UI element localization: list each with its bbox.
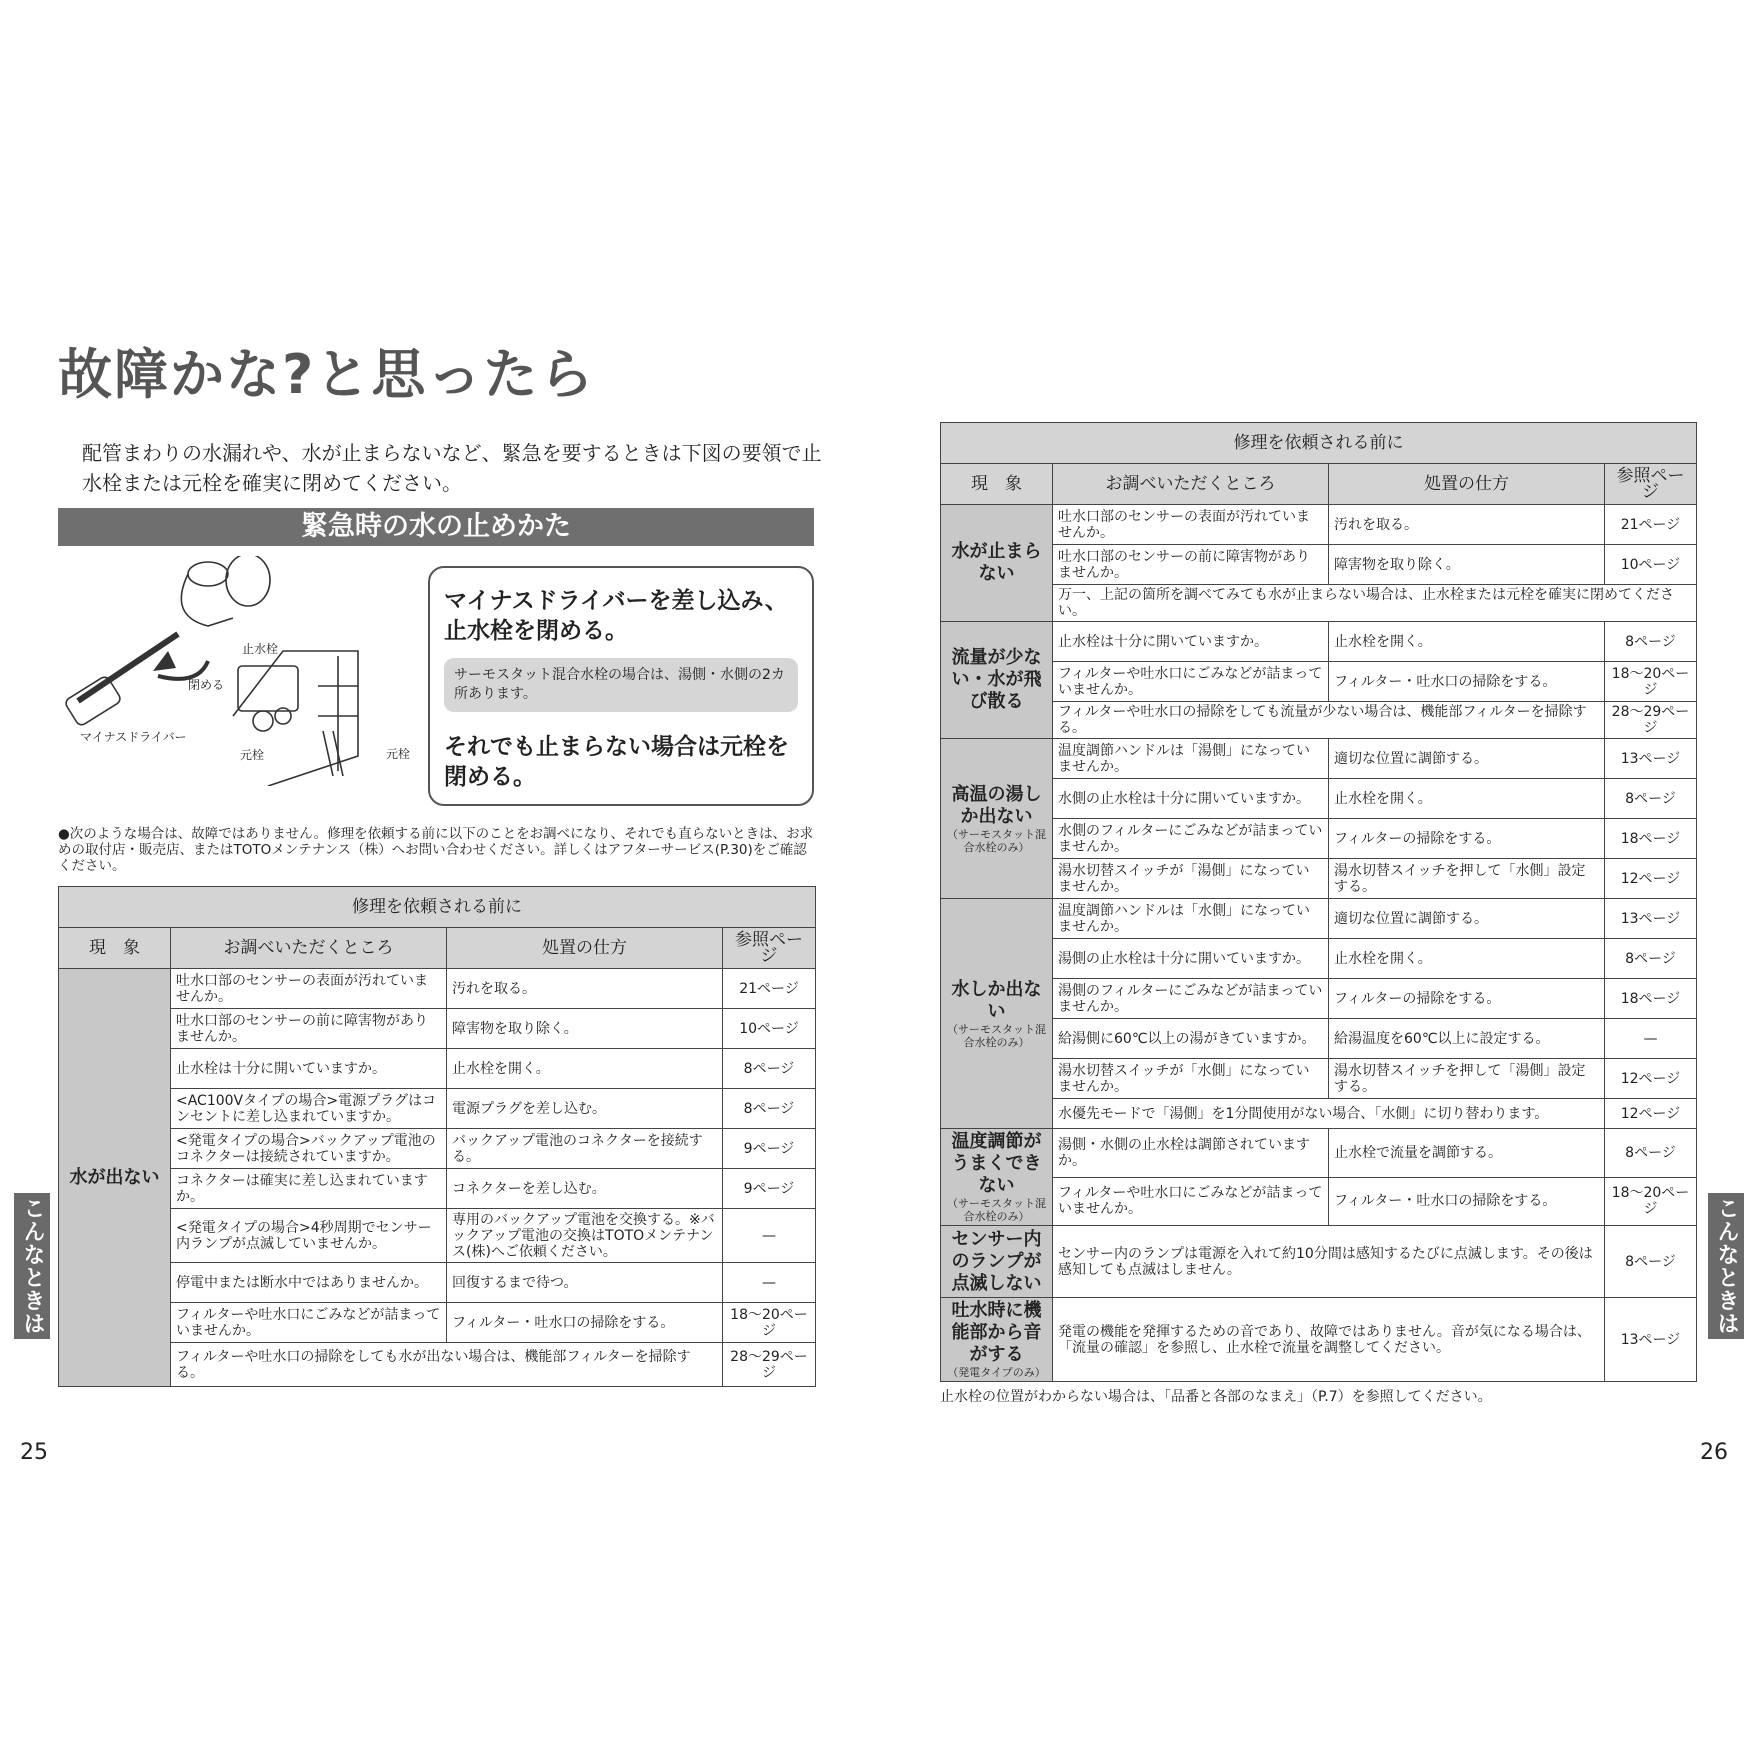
symptom-cell [941,1298,1053,1382]
action-cell: フィルターの掃除をする。 [1329,819,1605,859]
span-cell: 発電の機能を発揮するための音であり、故障ではありません。音が気になる場合は、「流量の確認」を参照し、止水栓で流量を調整してください。 [1053,1298,1605,1382]
symptom-label: 流量が少ない・水が飛び散る [951,647,1042,712]
symptom-label: 水が止まらない [951,541,1042,584]
action-cell: 汚れを取る。 [447,969,723,1009]
ref-cell: 21ページ [723,969,816,1009]
action-cell: 障害物を取り除く。 [1329,545,1605,585]
action-cell: 止水栓を開く。 [447,1049,723,1089]
table-row [59,1209,816,1263]
ref-cell: 8ページ [1605,622,1697,662]
table-caption: 修理を依頼される前に [59,887,816,928]
side-tab-right: こんなときは [1708,1193,1744,1339]
action-cell: フィルター・吐水口の掃除をする。 [1329,1177,1605,1226]
table-row [941,1177,1697,1226]
side-tab-left: こんなときは [14,1193,50,1339]
instruction-callout [428,566,814,806]
action-cell: バックアップ電池のコネクターを接続する。 [447,1129,723,1169]
action-cell: フィルターの掃除をする。 [1329,979,1605,1019]
symptom-sub: （サーモスタット混合水栓のみ） [947,1022,1046,1049]
check-cell: 吐水口部のセンサーの前に障害物がありませんか。 [1053,545,1329,585]
ref-cell: 18〜20ページ [1605,662,1697,702]
action-cell: 湯水切替スイッチを押して「水側」設定する。 [1329,859,1605,899]
header-symptom: 現 象 [941,464,1053,505]
ref-cell: 12ページ [1605,1059,1697,1099]
header-action: 処置の仕方 [447,928,723,969]
label-main-valve-2: 元栓 [386,747,411,761]
header-symptom: 現 象 [59,928,171,969]
check-cell: フィルターや吐水口にごみなどが詰まっていませんか。 [1053,1177,1329,1226]
ref-cell: — [723,1209,816,1263]
header-ref: 参照ページ [723,928,816,969]
check-cell: 吐水口部のセンサーの前に障害物がありませんか。 [171,1009,447,1049]
table-row [941,859,1697,899]
table-row [941,779,1697,819]
action-cell: 専用のバックアップ電池を交換する。※バックアップ電池の交換はTOTOメンテナンス(株)へご依頼ください。 [447,1209,723,1263]
action-cell: 障害物を取り除く。 [447,1009,723,1049]
table-row [59,1303,816,1343]
ref-cell: 12ページ [1605,859,1697,899]
symptom-label: センサー内のランプが点滅しない [951,1228,1042,1294]
ref-cell: 8ページ [723,1049,816,1089]
ref-cell: 13ページ [1605,1298,1697,1382]
table-row [59,1343,816,1387]
table-row [941,545,1697,585]
table-row [941,739,1697,779]
span-cell: フィルターや吐水口の掃除をしても水が出ない場合は、機能部フィルターを掃除する。 [171,1343,723,1387]
header-action: 処置の仕方 [1329,464,1605,505]
check-cell: 水側の止水栓は十分に開いていますか。 [1053,779,1329,819]
check-cell: 温度調節ハンドルは「水側」になっていませんか。 [1053,899,1329,939]
ref-cell: 8ページ [1605,779,1697,819]
action-cell: 適切な位置に調節する。 [1329,899,1605,939]
table-row [941,1059,1697,1099]
ref-cell: 18ページ [1605,819,1697,859]
ref-cell: 10ページ [1605,545,1697,585]
span-cell: 水優先モードで「湯側」を1分間使用がない場合、「水側」に切り替わります。 [1053,1099,1605,1129]
label-close: 閉める [188,678,225,692]
symptom-label: 温度調節がうまくできない [951,1131,1042,1196]
ref-cell: 12ページ [1605,1099,1697,1129]
callout-main: マイナスドライバーを差し込み、止水栓を閉める。 [444,588,788,644]
table-row [941,1129,1697,1178]
ref-cell: 21ページ [1605,505,1697,545]
ref-cell: 9ページ [723,1169,816,1209]
action-cell: フィルター・吐水口の掃除をする。 [1329,662,1605,702]
action-cell: 止水栓で流量を調節する。 [1329,1129,1605,1178]
action-cell: 電源プラグを差し込む。 [447,1089,723,1129]
table-row [59,969,816,1009]
ref-cell: 18〜20ページ [1605,1177,1697,1226]
label-screwdriver: マイナスドライバー [80,730,187,744]
table-row [941,939,1697,979]
check-cell: 給湯側に60℃以上の湯がきていますか。 [1053,1019,1329,1059]
header-ref: 参照ページ [1605,464,1697,505]
emergency-heading: 緊急時の水の止めかた [58,508,814,546]
troubleshoot-table-right [940,422,1697,1382]
span-cell: 万一、上記の箇所を調べてみても水が止まらない場合は、止水栓または元栓を確実に閉めてください。 [1053,585,1697,622]
table-row [59,1089,816,1129]
check-cell: 吐水口部のセンサーの表面が汚れていませんか。 [171,969,447,1009]
action-cell: 止水栓を開く。 [1329,779,1605,819]
table-row [59,1263,816,1303]
action-cell: 止水栓を開く。 [1329,622,1605,662]
check-cell: フィルターや吐水口にごみなどが詰まっていませんか。 [171,1303,447,1343]
ref-cell: 28〜29ページ [723,1343,816,1387]
check-cell: <発電タイプの場合>4秒周期でセンサー内ランプが点滅していませんか。 [171,1209,447,1263]
table-caption: 修理を依頼される前に [941,423,1697,464]
check-cell: 吐水口部のセンサーの表面が汚れていませんか。 [1053,505,1329,545]
table-row [941,1298,1697,1382]
symptom-cell [941,622,1053,739]
table-row [941,1099,1697,1129]
table-row [941,585,1697,622]
table-row [941,1019,1697,1059]
table-row [941,505,1697,545]
table-row [941,1226,1697,1298]
table-row [59,1049,816,1089]
symptom-label: 水しか出ない [951,978,1042,1022]
action-cell: コネクターを差し込む。 [447,1169,723,1209]
label-stop-valve: 止水栓 [242,642,279,656]
ref-cell: 8ページ [723,1089,816,1129]
ref-cell: 8ページ [1605,1129,1697,1178]
ref-cell: 10ページ [723,1009,816,1049]
action-cell: フィルター・吐水口の掃除をする。 [447,1303,723,1343]
troubleshoot-table-left [58,886,816,1387]
action-cell: 給湯温度を60℃以上に設定する。 [1329,1019,1605,1059]
action-cell: 適切な位置に調節する。 [1329,739,1605,779]
check-cell: コネクターは確実に差し込まれていますか。 [171,1169,447,1209]
callout-note: サーモスタット混合水栓の場合は、湯側・水側の2カ所あります。 [444,658,798,712]
span-cell: フィルターや吐水口の掃除をしても流量が少ない場合は、機能部フィルターを掃除する。 [1053,702,1605,739]
symptom-label: 吐水時に機能部から音がする [951,1300,1042,1365]
page-number-left: 25 [20,1440,48,1465]
check-cell: フィルターや吐水口にごみなどが詰まっていませんか。 [1053,662,1329,702]
table-row [59,1009,816,1049]
check-cell: 湯側・水側の止水栓は調節されていますか。 [1053,1129,1329,1178]
shutoff-illustration [58,556,418,786]
action-cell: 湯水切替スイッチを押して「湯側」設定する。 [1329,1059,1605,1099]
table-row [941,622,1697,662]
check-cell: 停電中または断水中ではありませんか。 [171,1263,447,1303]
ref-cell: 13ページ [1605,739,1697,779]
check-cell: 湯水切替スイッチが「水側」になっていませんか。 [1053,1059,1329,1099]
action-cell: 回復するまで待つ。 [447,1263,723,1303]
table-row [59,1169,816,1209]
symptom-cell [941,899,1053,1129]
check-cell: 湯水切替スイッチが「湯側」になっていませんか。 [1053,859,1329,899]
action-cell: 止水栓を開く。 [1329,939,1605,979]
callout-sub: それでも止まらない場合は元栓を閉める。 [444,734,789,790]
footnote: 止水栓の位置がわからない場合は、「品番と各部のなまえ」（P.7）を参照してください。 [940,1389,1492,1405]
check-cell: 止水栓は十分に開いていますか。 [1053,622,1329,662]
notice-text: ●次のような場合は、故障ではありません。修理を依頼する前に以下のことをお調べになり、それでも直らないときは、お求めの取付店・販売店、またはTOTOメンテナンス（株）へお問い合わせください。詳しくはアフターサービス(P.30)をご確認ください。 [58,826,814,874]
intro-text: 配管まわりの水漏れや、水が止まらないなど、緊急を要するときは下図の要領で止水栓または元栓を確実に閉めてください。 [82,441,822,495]
table-row [941,819,1697,859]
check-cell: 湯側のフィルターにごみなどが詰まっていませんか。 [1053,979,1329,1019]
table-row [59,1129,816,1169]
page-title: 故障かな?と思ったら [58,343,596,406]
table-row [941,979,1697,1019]
ref-cell: 8ページ [1605,939,1697,979]
symptom-label: 高温の湯しか出ない [951,783,1042,827]
symptom-cell [941,1226,1053,1298]
header-check: お調べいただくところ [1053,464,1329,505]
table-row [941,702,1697,739]
ref-cell: 18ページ [1605,979,1697,1019]
header-check: お調べいただくところ [171,928,447,969]
symptom-sub: （サーモスタット混合水栓のみ） [947,1197,1046,1223]
symptom-cell [941,1129,1053,1226]
table-row [941,899,1697,939]
ref-cell: 28〜29ページ [1605,702,1697,739]
check-cell: 止水栓は十分に開いていますか。 [171,1049,447,1089]
symptom-cell [941,505,1053,622]
symptom-cell: 水が出ない [59,969,171,1387]
span-cell: センサー内のランプは電源を入れて約10分間は感知するたびに点滅します。その後は感知しても点滅はしません。 [1053,1226,1605,1298]
check-cell: <AC100Vタイプの場合>電源プラグはコンセントに差し込まれていますか。 [171,1089,447,1129]
check-cell: <発電タイプの場合>バックアップ電池のコネクターは接続されていますか。 [171,1129,447,1169]
ref-cell: — [1605,1019,1697,1059]
ref-cell: 8ページ [1605,1226,1697,1298]
check-cell: 温度調節ハンドルは「湯側」になっていませんか。 [1053,739,1329,779]
check-cell: 湯側の止水栓は十分に開いていますか。 [1053,939,1329,979]
symptom-cell [941,739,1053,899]
ref-cell: — [723,1263,816,1303]
label-main-valve: 元栓 [240,748,265,762]
ref-cell: 18〜20ページ [723,1303,816,1343]
check-cell: 水側のフィルターにごみなどが詰まっていませんか。 [1053,819,1329,859]
symptom-sub: （サーモスタット混合水栓のみ） [947,827,1046,854]
page-number-right: 26 [1700,1440,1728,1465]
action-cell: 汚れを取る。 [1329,505,1605,545]
symptom-sub: （発電タイプのみ） [947,1366,1046,1379]
table-row [941,662,1697,702]
ref-cell: 9ページ [723,1129,816,1169]
ref-cell: 13ページ [1605,899,1697,939]
